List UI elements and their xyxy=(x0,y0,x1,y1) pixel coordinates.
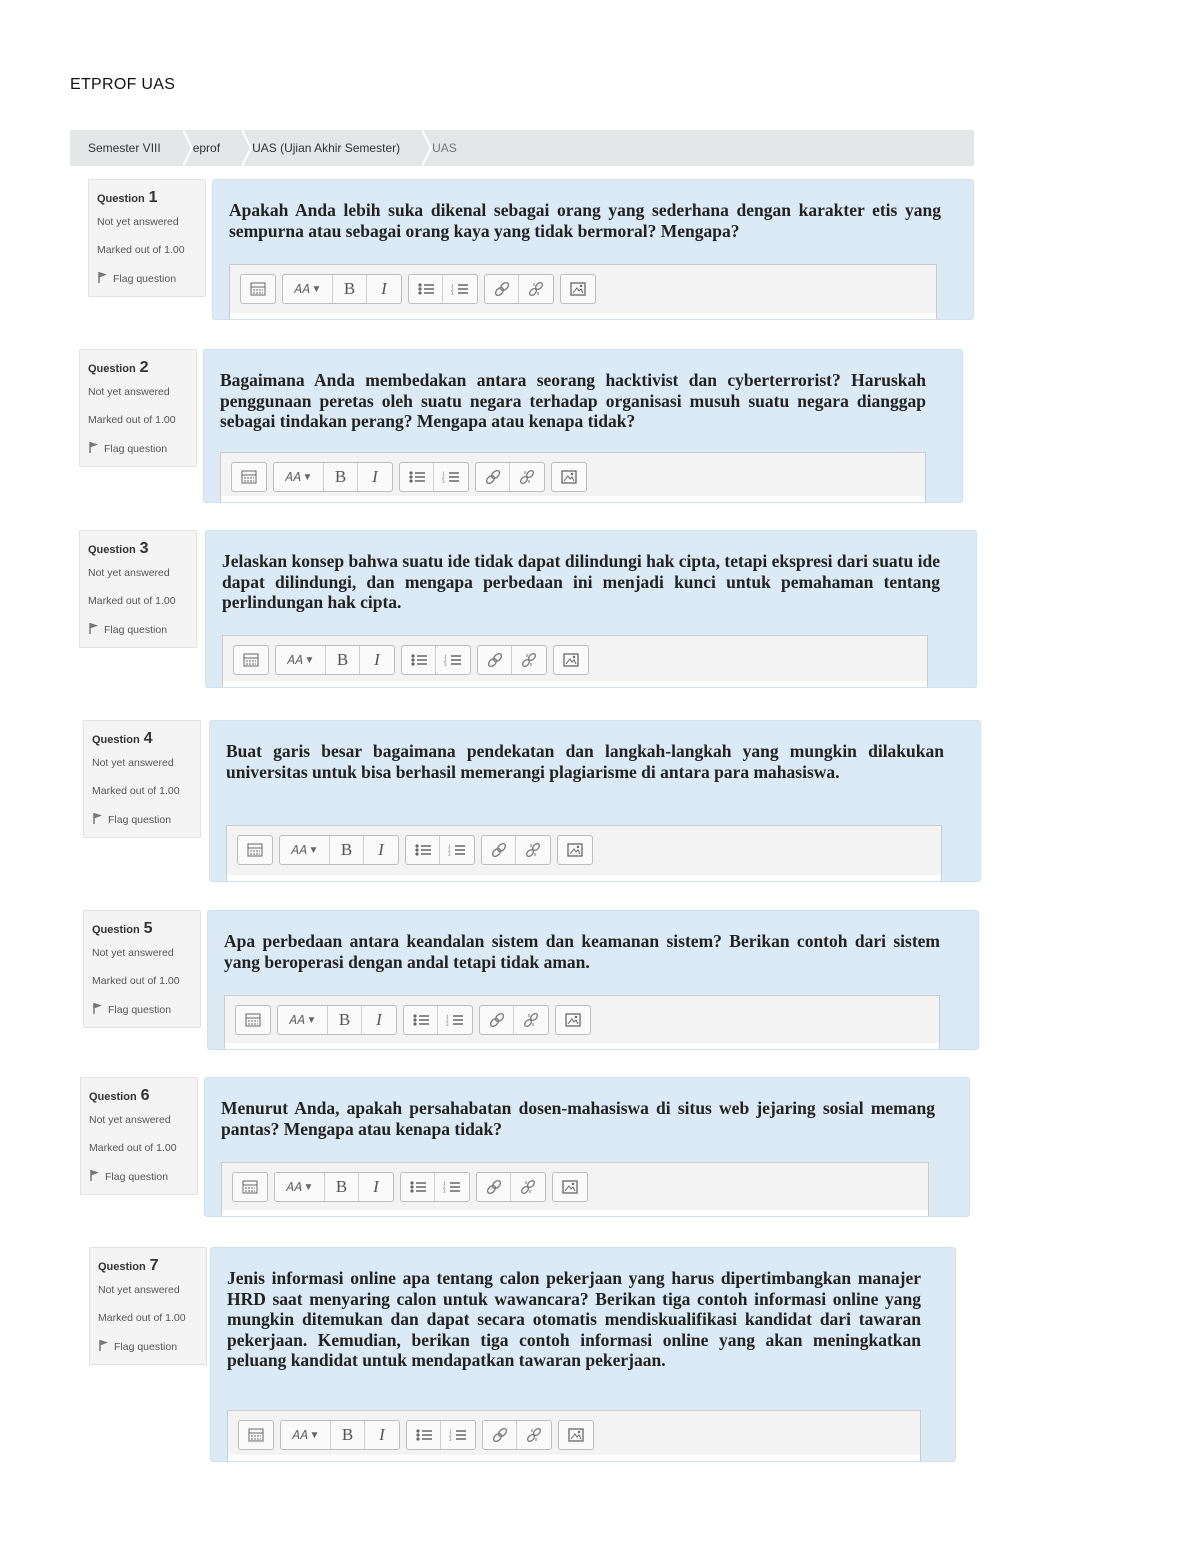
italic-button[interactable] xyxy=(358,463,392,491)
unlink-button[interactable] xyxy=(516,836,550,864)
svg-text:3: 3 xyxy=(443,1190,446,1194)
toolbar-group xyxy=(233,645,269,675)
question-label: Question xyxy=(88,544,136,556)
flag-icon xyxy=(89,1169,100,1184)
breadcrumb-label: eprof xyxy=(192,141,221,155)
link-icon xyxy=(491,842,507,858)
unlink-icon xyxy=(519,469,535,485)
font-size-icon: 𝐴𝐴 ▼ xyxy=(291,1427,320,1442)
flag-question-label: Flag question xyxy=(104,623,168,636)
image-icon xyxy=(561,470,577,484)
svg-text:1: 1 xyxy=(451,284,454,289)
link-button[interactable] xyxy=(485,275,519,303)
svg-text:2: 2 xyxy=(448,849,451,854)
toolbar-group xyxy=(476,1172,546,1202)
link-icon xyxy=(487,652,503,668)
question-marks: Marked out of 1.00 xyxy=(88,595,176,607)
flag-icon xyxy=(98,1339,109,1354)
breadcrumb-item-current xyxy=(414,130,471,166)
answer-editor-toolbar xyxy=(227,1410,921,1457)
toolbar-group xyxy=(280,1420,400,1450)
font-size-icon: 𝐴𝐴 ▼ xyxy=(284,469,313,484)
numbered-list-button[interactable] xyxy=(443,275,477,303)
answer-editor[interactable] xyxy=(229,313,937,319)
italic-button[interactable] xyxy=(360,646,394,674)
font-size-button[interactable] xyxy=(283,275,333,303)
svg-text:3: 3 xyxy=(451,292,454,296)
bullet-list-icon xyxy=(415,1428,433,1442)
question-content xyxy=(207,910,979,1050)
answer-editor-toolbar xyxy=(224,995,940,1045)
toolbar-toggle-icon xyxy=(243,653,259,667)
breadcrumb-item-section[interactable] xyxy=(234,130,414,166)
numbered-list-icon xyxy=(451,282,469,296)
question-status: Not yet answered xyxy=(89,1114,171,1126)
toolbar-group xyxy=(552,1172,588,1202)
question-text: Jelaskan konsep bahwa suatu ide tidak dapat dilindungi hak cipta, tetapi ekspresi dari suatu ide dapat dilindungi, dan mengapa perbedaan ini menjadi kunci untuk pemahaman tentang perlindungan hak cipta. xyxy=(222,551,940,612)
toolbar-group xyxy=(482,1420,552,1450)
question-number-value: 6 xyxy=(140,1087,150,1104)
unlink-icon xyxy=(528,281,544,297)
link-icon xyxy=(486,1179,502,1195)
toolbar-group xyxy=(235,1005,271,1035)
document-title: ETPROF UAS xyxy=(70,76,176,93)
toolbar-group xyxy=(557,835,593,865)
italic-icon: I xyxy=(373,1177,379,1196)
numbered-list-icon xyxy=(449,1428,467,1442)
question-label: Question xyxy=(97,193,145,205)
flag-question-link[interactable] xyxy=(88,441,188,456)
font-size-button[interactable] xyxy=(274,463,324,491)
toolbar-group xyxy=(279,835,399,865)
question-number-value: 1 xyxy=(148,189,158,206)
answer-editor[interactable] xyxy=(222,681,928,687)
image-button[interactable] xyxy=(558,836,592,864)
question-label: Question xyxy=(88,363,136,375)
bold-icon: B xyxy=(334,467,347,486)
bold-icon: B xyxy=(343,279,356,298)
toolbar-group xyxy=(401,645,471,675)
toolbar-toggle-button[interactable] xyxy=(238,836,272,864)
font-size-button[interactable] xyxy=(278,1006,328,1034)
editor-toolbar xyxy=(240,274,596,304)
bold-button[interactable] xyxy=(333,275,367,303)
flag-question-link[interactable] xyxy=(89,1169,189,1184)
italic-button[interactable] xyxy=(364,836,398,864)
question-number xyxy=(97,189,197,209)
toolbar-toggle-button[interactable] xyxy=(234,646,268,674)
italic-icon: I xyxy=(381,279,387,298)
toolbar-toggle-icon xyxy=(248,1428,264,1442)
question-content xyxy=(204,1077,970,1217)
toolbar-group xyxy=(408,274,478,304)
font-size-button[interactable] xyxy=(276,646,326,674)
unlink-icon xyxy=(525,842,541,858)
link-button[interactable] xyxy=(482,836,516,864)
breadcrumb-item-semester[interactable] xyxy=(70,130,175,166)
bold-icon: B xyxy=(340,840,353,859)
bullet-list-icon xyxy=(409,1180,427,1194)
bullet-list-icon xyxy=(410,653,428,667)
question-marks: Marked out of 1.00 xyxy=(89,1142,177,1154)
svg-text:3: 3 xyxy=(442,480,445,484)
breadcrumb-label: UAS xyxy=(432,141,457,155)
flag-icon xyxy=(97,271,108,286)
numbered-list-icon xyxy=(448,843,466,857)
image-button[interactable] xyxy=(552,463,586,491)
flag-question-link[interactable] xyxy=(88,622,188,637)
toolbar-toggle-button[interactable] xyxy=(233,1173,267,1201)
numbered-list-button[interactable] xyxy=(440,836,474,864)
question-text: Bagaimana Anda membedakan antara seorang hacktivist dan cyberterrorist? Haruskah penggunaan peretas oleh suatu negara terhadap organisasi musuh suatu negara dianggap sebagai tindakan perang? Mengapa atau kenapa tidak? xyxy=(220,370,926,431)
image-button[interactable] xyxy=(559,1421,593,1449)
toolbar-toggle-icon xyxy=(247,843,263,857)
question-number-value: 4 xyxy=(143,730,153,747)
question-content xyxy=(205,530,977,688)
toolbar-group xyxy=(477,645,547,675)
editor-toolbar xyxy=(235,1005,591,1035)
question-content xyxy=(210,1247,956,1462)
image-button[interactable] xyxy=(556,1006,590,1034)
toolbar-group xyxy=(274,1172,394,1202)
numbered-list-icon xyxy=(446,1013,464,1027)
question-marks: Marked out of 1.00 xyxy=(92,785,180,797)
image-icon xyxy=(565,1013,581,1027)
answer-editor[interactable] xyxy=(221,1210,929,1216)
bold-button[interactable] xyxy=(330,836,364,864)
link-button[interactable] xyxy=(478,646,512,674)
toolbar-toggle-button[interactable] xyxy=(239,1421,273,1449)
svg-text:1: 1 xyxy=(442,472,445,477)
toolbar-group xyxy=(273,462,393,492)
breadcrumb-label: UAS (Ujian Akhir Semester) xyxy=(252,141,401,155)
question-number xyxy=(89,1087,189,1107)
question-number-value: 3 xyxy=(139,540,149,557)
image-icon xyxy=(567,843,583,857)
svg-text:2: 2 xyxy=(449,1434,452,1439)
question-marks: Marked out of 1.00 xyxy=(97,244,185,256)
unlink-button[interactable] xyxy=(514,1006,548,1034)
unlink-icon xyxy=(521,652,537,668)
bullet-list-button[interactable] xyxy=(406,836,440,864)
link-icon xyxy=(492,1427,508,1443)
bold-icon: B xyxy=(341,1425,354,1444)
bold-icon: B xyxy=(338,1010,351,1029)
toolbar-toggle-button[interactable] xyxy=(241,275,275,303)
toolbar-toggle-icon xyxy=(242,1180,258,1194)
editor-toolbar xyxy=(238,1420,594,1450)
bullet-list-icon xyxy=(414,843,432,857)
toolbar-group xyxy=(558,1420,594,1450)
bold-button[interactable] xyxy=(331,1421,365,1449)
unlink-icon xyxy=(526,1427,542,1443)
toolbar-group xyxy=(238,1420,274,1450)
link-button[interactable] xyxy=(483,1421,517,1449)
question-marks: Marked out of 1.00 xyxy=(98,1312,186,1324)
font-size-icon: 𝐴𝐴 ▼ xyxy=(290,842,319,857)
unlink-icon xyxy=(520,1179,536,1195)
bullet-list-button[interactable] xyxy=(402,646,436,674)
editor-toolbar xyxy=(237,835,593,865)
flag-question-label: Flag question xyxy=(104,442,168,455)
image-icon xyxy=(568,1428,584,1442)
question-text: Jenis informasi online apa tentang calon pekerjaan yang harus dipertimbangkan manajer HRD saat menyaring calon untuk wawancara? Berikan tiga contoh informasi online yang mungkin ditemukan dan dapat secara otomatis mendiskualifikasi kandidat dari tawaran pekerjaan. Kemudian, berikan tiga contoh informasi online yang akan meningkatkan peluang kandidat untuk mendapatkan tawaran pekerjaan. xyxy=(227,1268,921,1370)
toolbar-group xyxy=(405,835,475,865)
numbered-list-icon xyxy=(443,1180,461,1194)
editor-toolbar xyxy=(231,462,587,492)
flag-question-link[interactable] xyxy=(97,271,197,286)
svg-text:2: 2 xyxy=(446,1019,449,1024)
svg-text:1: 1 xyxy=(449,1430,452,1435)
svg-text:2: 2 xyxy=(451,288,454,293)
bullet-list-button[interactable] xyxy=(400,463,434,491)
question-info xyxy=(79,530,197,648)
font-size-icon: 𝐴𝐴 ▼ xyxy=(286,652,315,667)
toolbar-group xyxy=(282,274,402,304)
svg-text:2: 2 xyxy=(444,659,447,664)
unlink-button[interactable] xyxy=(519,275,553,303)
italic-icon: I xyxy=(379,1425,385,1444)
italic-button[interactable] xyxy=(367,275,401,303)
question-content xyxy=(212,179,974,320)
toolbar-group xyxy=(481,835,551,865)
toolbar-group xyxy=(553,645,589,675)
bullet-list-icon xyxy=(408,470,426,484)
answer-editor-toolbar xyxy=(226,825,942,877)
image-icon xyxy=(570,282,586,296)
bullet-list-button[interactable] xyxy=(407,1421,441,1449)
question-info xyxy=(89,1247,207,1365)
unlink-button[interactable] xyxy=(517,1421,551,1449)
toolbar-group xyxy=(403,1005,473,1035)
font-size-button[interactable] xyxy=(281,1421,331,1449)
toolbar-group xyxy=(275,645,395,675)
question-text: Apakah Anda lebih suka dikenal sebagai orang yang sederhana dengan karakter etis yang sempurna atau sebagai orang kaya yang tidak bermoral? Mengapa? xyxy=(229,200,941,241)
question-info xyxy=(83,720,201,838)
breadcrumb xyxy=(70,130,974,166)
italic-button[interactable] xyxy=(359,1173,393,1201)
bullet-list-icon xyxy=(412,1013,430,1027)
question-info xyxy=(88,179,206,297)
question-status: Not yet answered xyxy=(98,1284,180,1296)
italic-icon: I xyxy=(372,467,378,486)
question-number xyxy=(88,359,188,379)
numbered-list-icon xyxy=(442,470,460,484)
image-button[interactable] xyxy=(561,275,595,303)
link-button[interactable] xyxy=(476,463,510,491)
answer-editor[interactable] xyxy=(226,875,942,881)
flag-icon xyxy=(88,441,99,456)
bullet-list-button[interactable] xyxy=(404,1006,438,1034)
toolbar-group xyxy=(406,1420,476,1450)
svg-text:3: 3 xyxy=(448,853,451,857)
italic-button[interactable] xyxy=(362,1006,396,1034)
question-info xyxy=(80,1077,198,1195)
question-info xyxy=(79,349,197,467)
svg-text:2: 2 xyxy=(443,1186,446,1191)
toolbar-group xyxy=(479,1005,549,1035)
question-label: Question xyxy=(92,924,140,936)
svg-text:1: 1 xyxy=(446,1015,449,1020)
toolbar-group xyxy=(551,462,587,492)
question-number xyxy=(92,920,192,940)
unlink-button[interactable] xyxy=(511,1173,545,1201)
link-button[interactable] xyxy=(480,1006,514,1034)
bold-icon: B xyxy=(336,650,349,669)
answer-editor-toolbar xyxy=(222,635,928,683)
answer-editor-toolbar xyxy=(221,1162,929,1212)
question-text: Menurut Anda, apakah persahabatan dosen-mahasiswa di situs web jejaring sosial memang pantas? Mengapa atau kenapa tidak? xyxy=(221,1098,935,1139)
italic-icon: I xyxy=(374,650,380,669)
bold-button[interactable] xyxy=(326,646,360,674)
bold-button[interactable] xyxy=(325,1173,359,1201)
bullet-list-button[interactable] xyxy=(409,275,443,303)
font-size-button[interactable] xyxy=(280,836,330,864)
toolbar-group xyxy=(277,1005,397,1035)
toolbar-group xyxy=(232,1172,268,1202)
flag-question-label: Flag question xyxy=(114,1340,178,1353)
question-status: Not yet answered xyxy=(88,567,170,579)
toolbar-group xyxy=(400,1172,470,1202)
bullet-list-button[interactable] xyxy=(401,1173,435,1201)
toolbar-toggle-button[interactable] xyxy=(232,463,266,491)
question-number-value: 5 xyxy=(143,920,153,937)
question-label: Question xyxy=(98,1261,146,1273)
toolbar-group xyxy=(237,835,273,865)
editor-toolbar xyxy=(232,1172,588,1202)
svg-text:3: 3 xyxy=(446,1023,449,1027)
italic-button[interactable] xyxy=(365,1421,399,1449)
unlink-button[interactable] xyxy=(512,646,546,674)
font-size-icon: 𝐴𝐴 ▼ xyxy=(285,1179,314,1194)
link-icon xyxy=(494,281,510,297)
bold-icon: B xyxy=(335,1177,348,1196)
question-label: Question xyxy=(92,734,140,746)
link-icon xyxy=(485,469,501,485)
flag-question-link[interactable] xyxy=(92,812,192,827)
question-status: Not yet answered xyxy=(88,386,170,398)
image-button[interactable] xyxy=(553,1173,587,1201)
flag-question-label: Flag question xyxy=(105,1170,169,1183)
question-number-value: 7 xyxy=(149,1257,159,1274)
unlink-button[interactable] xyxy=(510,463,544,491)
toolbar-toggle-button[interactable] xyxy=(236,1006,270,1034)
flag-icon xyxy=(88,622,99,637)
flag-question-link[interactable] xyxy=(92,1002,192,1017)
question-marks: Marked out of 1.00 xyxy=(88,414,176,426)
answer-editor[interactable] xyxy=(220,496,926,502)
numbered-list-icon xyxy=(444,653,462,667)
answer-editor[interactable] xyxy=(224,1043,940,1049)
svg-text:3: 3 xyxy=(449,1438,452,1442)
question-content xyxy=(209,720,981,882)
flag-icon xyxy=(92,1002,103,1017)
bullet-list-icon xyxy=(417,282,435,296)
answer-editor-toolbar xyxy=(220,452,926,498)
numbered-list-button[interactable] xyxy=(435,1173,469,1201)
link-button[interactable] xyxy=(477,1173,511,1201)
bold-button[interactable] xyxy=(328,1006,362,1034)
toolbar-group xyxy=(475,462,545,492)
flag-icon xyxy=(92,812,103,827)
toolbar-group xyxy=(399,462,469,492)
editor-toolbar xyxy=(233,645,589,675)
answer-editor[interactable] xyxy=(227,1455,921,1461)
flag-question-label: Flag question xyxy=(113,272,177,285)
toolbar-group xyxy=(231,462,267,492)
flag-question-label: Flag question xyxy=(108,1003,172,1016)
numbered-list-button[interactable] xyxy=(436,646,470,674)
question-info xyxy=(83,910,201,1028)
answer-editor-toolbar xyxy=(229,264,937,315)
question-text: Buat garis besar bagaimana pendekatan dan langkah-langkah yang mungkin dilakukan universitas untuk bisa berhasil memerangi plagiarisme di antara para mahasiswa. xyxy=(226,741,944,782)
question-marks: Marked out of 1.00 xyxy=(92,975,180,987)
italic-icon: I xyxy=(378,840,384,859)
flag-question-link[interactable] xyxy=(98,1339,198,1354)
breadcrumb-label: Semester VIII xyxy=(88,141,161,155)
question-status: Not yet answered xyxy=(92,757,174,769)
question-number xyxy=(88,540,188,560)
toolbar-toggle-icon xyxy=(245,1013,261,1027)
question-label: Question xyxy=(89,1091,137,1103)
toolbar-group xyxy=(484,274,554,304)
font-size-icon: 𝐴𝐴 ▼ xyxy=(293,281,322,296)
svg-text:1: 1 xyxy=(443,1182,446,1187)
toolbar-toggle-icon xyxy=(250,282,266,296)
toolbar-group xyxy=(555,1005,591,1035)
svg-text:1: 1 xyxy=(448,845,451,850)
toolbar-group xyxy=(560,274,596,304)
question-content xyxy=(203,349,963,503)
question-number-value: 2 xyxy=(139,359,149,376)
question-number xyxy=(98,1257,198,1277)
toolbar-toggle-icon xyxy=(241,470,257,484)
image-button[interactable] xyxy=(554,646,588,674)
italic-icon: I xyxy=(376,1010,382,1029)
svg-text:3: 3 xyxy=(444,663,447,667)
question-number xyxy=(92,730,192,750)
question-text: Apa perbedaan antara keandalan sistem dan keamanan sistem? Berikan contoh dari sistem yang beroperasi dengan andal tetapi tidak aman. xyxy=(224,931,940,972)
svg-text:1: 1 xyxy=(444,655,447,660)
font-size-button[interactable] xyxy=(275,1173,325,1201)
breadcrumb-item-course[interactable] xyxy=(175,130,234,166)
question-status: Not yet answered xyxy=(92,947,174,959)
toolbar-group xyxy=(240,274,276,304)
question-status: Not yet answered xyxy=(97,216,179,228)
numbered-list-button[interactable] xyxy=(438,1006,472,1034)
image-icon xyxy=(563,653,579,667)
link-icon xyxy=(489,1012,505,1028)
bold-button[interactable] xyxy=(324,463,358,491)
svg-text:2: 2 xyxy=(442,476,445,481)
numbered-list-button[interactable] xyxy=(434,463,468,491)
font-size-icon: 𝐴𝐴 ▼ xyxy=(288,1012,317,1027)
numbered-list-button[interactable] xyxy=(441,1421,475,1449)
image-icon xyxy=(562,1180,578,1194)
unlink-icon xyxy=(523,1012,539,1028)
flag-question-label: Flag question xyxy=(108,813,172,826)
